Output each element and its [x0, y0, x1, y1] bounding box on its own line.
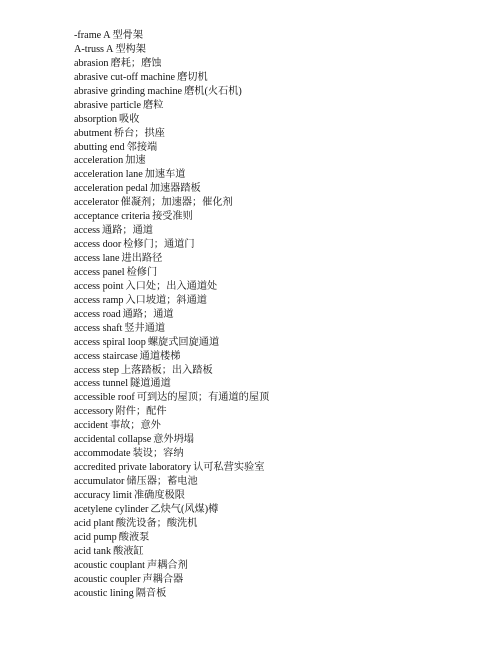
entry-term: abrasion: [74, 57, 109, 69]
entry-translation: 磨切机: [177, 71, 208, 83]
glossary-entry: [74, 405, 269, 419]
glossary-entry: [74, 154, 269, 168]
glossary-entry: [74, 168, 269, 182]
entry-term: accessible roof: [74, 392, 135, 404]
glossary-entry: [74, 127, 269, 141]
glossary-entry: [74, 252, 269, 266]
entry-translation: 检修门: [126, 266, 158, 278]
glossary-entry: [74, 489, 269, 503]
glossary-entry: [74, 336, 269, 350]
glossary-entry: [74, 433, 269, 447]
entry-term: access road: [74, 308, 121, 320]
entry-term: acoustic coupler: [74, 573, 141, 585]
glossary-entry: [74, 71, 269, 85]
entry-translation: 磨粒: [143, 99, 164, 111]
glossary-entry: [74, 43, 269, 57]
entry-term: accommodate: [74, 448, 131, 460]
entry-translation: 酸液缸: [113, 545, 144, 557]
entry-term: access step: [74, 364, 119, 376]
entry-term: accident: [74, 420, 108, 432]
entry-translation: 意外坍塌: [153, 434, 194, 446]
glossary-list: [74, 29, 269, 600]
glossary-entry: [74, 196, 269, 210]
entry-translation: 声耦合剂: [147, 559, 188, 571]
entry-term: accuracy limit: [74, 489, 132, 501]
entry-translation: 检修门；通道门: [123, 239, 195, 251]
entry-translation: 接受准则: [152, 211, 193, 223]
glossary-entry: [74, 113, 269, 127]
entry-translation: 螺旋式回旋通道: [147, 336, 220, 348]
entry-term: abutting end: [74, 141, 125, 153]
glossary-entry: [74, 224, 269, 238]
entry-term: accidental collapse: [74, 434, 152, 446]
glossary-entry: [74, 99, 269, 113]
glossary-entry: [74, 517, 269, 531]
glossary-entry: [74, 559, 269, 573]
glossary-entry: [74, 573, 269, 587]
entry-translation: 酸液泵: [118, 531, 150, 543]
entry-term: A-truss: [74, 43, 104, 55]
entry-term: access staircase: [74, 350, 138, 362]
glossary-entry: [74, 545, 269, 559]
entry-translation: 事故；意外: [109, 420, 161, 432]
entry-translation: 通路；通道: [122, 308, 174, 320]
glossary-entry: [74, 85, 269, 99]
entry-translation: 进出路径: [121, 253, 163, 264]
entry-translation: 加速器踏板: [149, 183, 201, 195]
entry-term: accredited private laboratory: [74, 462, 192, 474]
glossary-entry: [74, 182, 269, 196]
glossary-entry: [74, 419, 269, 433]
glossary-entry: [74, 57, 269, 71]
entry-translation: 磨机(火石机): [184, 85, 242, 97]
entry-translation: A 型构架: [106, 43, 146, 55]
entry-translation: 加速车道: [144, 169, 186, 181]
entry-translation: 上落踏板；出入踏板: [120, 364, 213, 376]
entry-term: acceleration lane: [74, 169, 143, 181]
entry-term: acid plant: [74, 517, 114, 529]
glossary-entry: [74, 266, 269, 280]
entry-term: acid tank: [74, 545, 112, 557]
entry-term: abrasive particle: [74, 99, 142, 111]
entry-term: acceptance criteria: [74, 211, 151, 223]
entry-translation: 加速: [125, 155, 146, 167]
entry-term: accelerator: [74, 197, 119, 209]
entry-term: acceleration pedal: [74, 183, 148, 195]
entry-translation: 入口坡道；斜通道: [125, 294, 207, 306]
entry-term: acid pump: [74, 531, 117, 543]
entry-term: access shaft: [74, 322, 123, 334]
entry-translation: 通道楼梯: [139, 350, 181, 362]
entry-term: access lane: [74, 253, 120, 264]
glossary-entry: [74, 447, 269, 461]
glossary-entry: [74, 210, 269, 224]
entry-translation: 声耦合器: [142, 573, 184, 585]
entry-translation: 磨耗；磨蚀: [110, 57, 162, 69]
entry-translation: 催凝剂；加速器；催化剂: [120, 197, 233, 209]
entry-translation: 通路；通道: [102, 225, 153, 237]
glossary-entry: [74, 377, 269, 391]
entry-translation: 邻接端: [126, 141, 158, 153]
entry-term: abrasive cut-off machine: [74, 71, 176, 83]
entry-translation: 乙炔气(风煤)樽: [150, 503, 219, 515]
entry-translation: A 型骨架: [103, 30, 144, 41]
glossary-entry: [74, 461, 269, 475]
glossary-entry: [74, 364, 269, 378]
entry-term: access spiral loop: [74, 336, 146, 348]
entry-term: access panel: [74, 266, 125, 278]
entry-term: acoustic lining: [74, 587, 134, 599]
entry-term: access point: [74, 280, 124, 292]
entry-translation: 隧道通道: [130, 378, 171, 390]
glossary-entry: [74, 238, 269, 252]
entry-translation: 入口处；出入通道处: [125, 280, 218, 292]
entry-translation: 隔音板: [135, 587, 167, 599]
entry-translation: 桥台；拱座: [113, 127, 165, 139]
entry-term: abrasive grinding machine: [74, 85, 183, 97]
entry-term: access ramp: [74, 294, 124, 306]
entry-term: acceleration: [74, 155, 124, 167]
entry-translation: 竖井通道: [124, 322, 166, 334]
glossary-entry: [74, 391, 269, 405]
glossary-entry: [74, 587, 269, 601]
glossary-entry: [74, 294, 269, 308]
entry-term: abutment: [74, 127, 112, 139]
entry-translation: 酸洗设备；酸洗机: [115, 517, 198, 529]
entry-term: access door: [74, 239, 122, 251]
glossary-entry: [74, 29, 269, 43]
glossary-entry: [74, 308, 269, 322]
entry-term: -frame: [74, 30, 102, 41]
entry-term: accumulator: [74, 476, 125, 487]
entry-term: acoustic couplant: [74, 559, 146, 571]
glossary-entry: [74, 280, 269, 294]
entry-translation: 附件；配件: [115, 406, 167, 418]
glossary-entry: [74, 141, 269, 155]
entry-translation: 可到达的屋顶；有通道的屋顶: [136, 392, 270, 404]
entry-term: access: [74, 225, 101, 237]
glossary-entry: [74, 475, 269, 489]
entry-translation: 认可私营实验室: [193, 462, 265, 474]
glossary-entry: [74, 350, 269, 364]
entry-translation: 储压器；蓄电池: [126, 476, 198, 487]
glossary-entry: [74, 322, 269, 336]
entry-term: absorption: [74, 113, 118, 125]
entry-term: acetylene cylinder: [74, 503, 149, 515]
entry-translation: 装设；容纳: [132, 448, 184, 460]
entry-term: access tunnel: [74, 378, 129, 390]
glossary-entry: [74, 531, 269, 545]
entry-translation: 吸收: [119, 113, 140, 125]
entry-term: accessory: [74, 406, 114, 418]
glossary-entry: [74, 503, 269, 517]
entry-translation: 准确度极限: [133, 489, 185, 501]
